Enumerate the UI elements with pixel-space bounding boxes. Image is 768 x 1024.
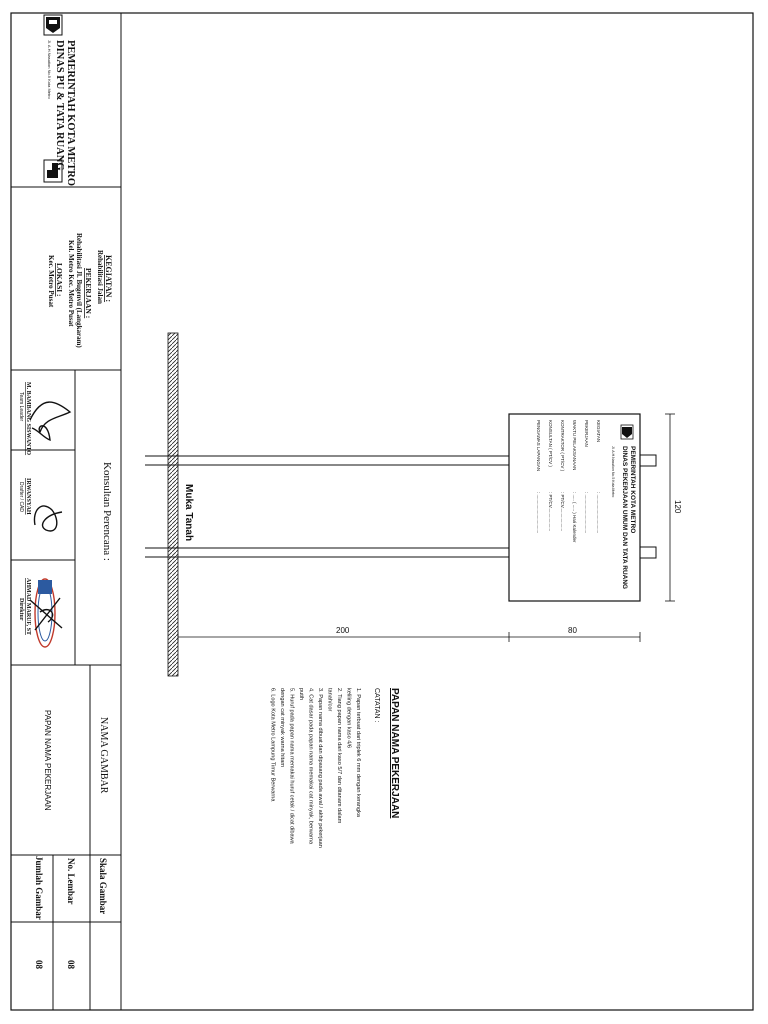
board-row-value: : ............................... (536, 492, 541, 534)
no-lembar-value: 08 (66, 960, 76, 969)
note-item: 3. Papan nama dibuat dan dipasang pada awal / akhir pekerjaan (317, 688, 323, 848)
notes-list (270, 688, 362, 848)
board-row-value: : ............................... (584, 492, 589, 534)
sig2-role: Drafter / CAD (18, 482, 24, 513)
agency-logo-top (44, 15, 62, 35)
dimension-post (178, 626, 640, 642)
board-row-label: KONTRAKTOR ( PT/CV ) (560, 420, 565, 472)
agency-address: Jl. A.H.Nasution No.5 Kota Metro (47, 40, 52, 99)
agency-name-line2: DINAS PU & TATA RUANG (54, 40, 65, 171)
nama-gambar-label: NAMA GAMBAR (98, 717, 109, 794)
board-header-line1: PEMERINTAH KOTA METRO (629, 446, 636, 534)
ground-hatch (168, 333, 178, 676)
board-row-label: KONSULTAN ( PT/CV ) (548, 420, 553, 467)
no-lembar-label: No. Lembar (66, 858, 76, 905)
note-item: 1. Papan terbuat dari triplek 6 mm dengan kerangka (355, 688, 361, 818)
note-item: keliling dengan kaso 4/6 (345, 688, 352, 749)
signature-2-mark (34, 506, 62, 531)
sign-board (509, 414, 640, 601)
sig1-name: M. BAMBANG SISWANTO (25, 382, 31, 456)
board-logo (621, 425, 633, 439)
board-row-value: : PT/CV................... (560, 492, 565, 532)
skala-label: Skala Gambar (98, 858, 108, 915)
sig3-name: AHMAD MARUF, ST (25, 578, 31, 635)
lokasi-value: Kec. Metro Pusat (47, 255, 55, 308)
board-row-value: : ............................... (596, 492, 601, 534)
dim-board-height-text: 120 (673, 500, 682, 514)
agency-name-line1: PEMERINTAH KOTA METRO (65, 40, 76, 187)
lokasi-label: LOKASI : (55, 263, 64, 297)
board-header-line2: DINAS PEKERJAAN UMUM DAN TATA RUANG (621, 446, 628, 590)
dimension-board-height (665, 414, 682, 601)
consultant-label: Konsultan Perencana : (101, 462, 113, 561)
dim-post-embed-text: 80 (568, 626, 577, 635)
sig3-role: Direktur (18, 598, 24, 621)
sig2-name: IRWANSYAH (25, 478, 31, 515)
board-row-value: : ..... ( ..... ) Hari Kalender (572, 492, 577, 543)
note-item: 5. Huruf pada papan nama memakai huruf cetak / dicat dibawa (288, 688, 295, 844)
notes-subtitle: CATATAN : (373, 688, 380, 723)
notes-title: PAPAN NAMA PEKERJAAN (389, 688, 400, 819)
note-item: tanah/cor (326, 688, 333, 712)
board-header-address: Jl. A.H.Nasution No.5 Kota Metro (611, 446, 615, 498)
pekerjaan-line1: Rehabilitasi Jl. Bugenvil (Langkaram) (75, 233, 83, 348)
kegiatan-label: KEGIATAN : (104, 255, 113, 303)
note-item: 4. Cat dasar pada papan nama memakai cat minyak, berwarna (307, 688, 314, 845)
board-row-label: WAKTU PELAKSANAAN (572, 420, 577, 471)
sheet-border (11, 13, 753, 1010)
note-item: 2. Tiang papan nama dari kaso 5/7 dan ditanam dalam (336, 688, 342, 824)
board-row-label: KEGIATAN (596, 420, 601, 443)
board-row-value: : PT/CV................... (548, 492, 553, 532)
post-tip-upper (640, 455, 656, 466)
note-item: putih (298, 688, 304, 701)
note-item: dengan cat minyak warna hitam (279, 688, 285, 767)
ground-label: Muka Tanah (183, 484, 194, 542)
jumlah-gambar-value: 08 (34, 960, 44, 969)
board-row-label: PENGAWAS LAPANGAN (536, 420, 541, 472)
dim-post-length-text: 200 (336, 626, 350, 635)
kegiatan-value: Rehabilitasi Jalan (96, 250, 104, 304)
pekerjaan-label: PEKERJAAN : (84, 268, 93, 319)
post-upper (145, 456, 509, 465)
post-tip-lower (640, 547, 656, 558)
pekerjaan-line2: Kel. Metro Kec. Metro Pusat (67, 240, 75, 327)
nama-gambar-value: PAPAN NAMA PEKERJAAN (43, 710, 52, 811)
note-item: 6. Logo Kota Metro Lampung Timur Berwarna (269, 688, 276, 802)
sig1-role: Team Leader (18, 392, 24, 422)
signature-1-mark (30, 402, 70, 440)
board-row-label: PEKERJAAN (584, 420, 589, 447)
jumlah-gambar-label: Jumlah Gambar (34, 856, 44, 920)
post-lower (145, 548, 509, 557)
